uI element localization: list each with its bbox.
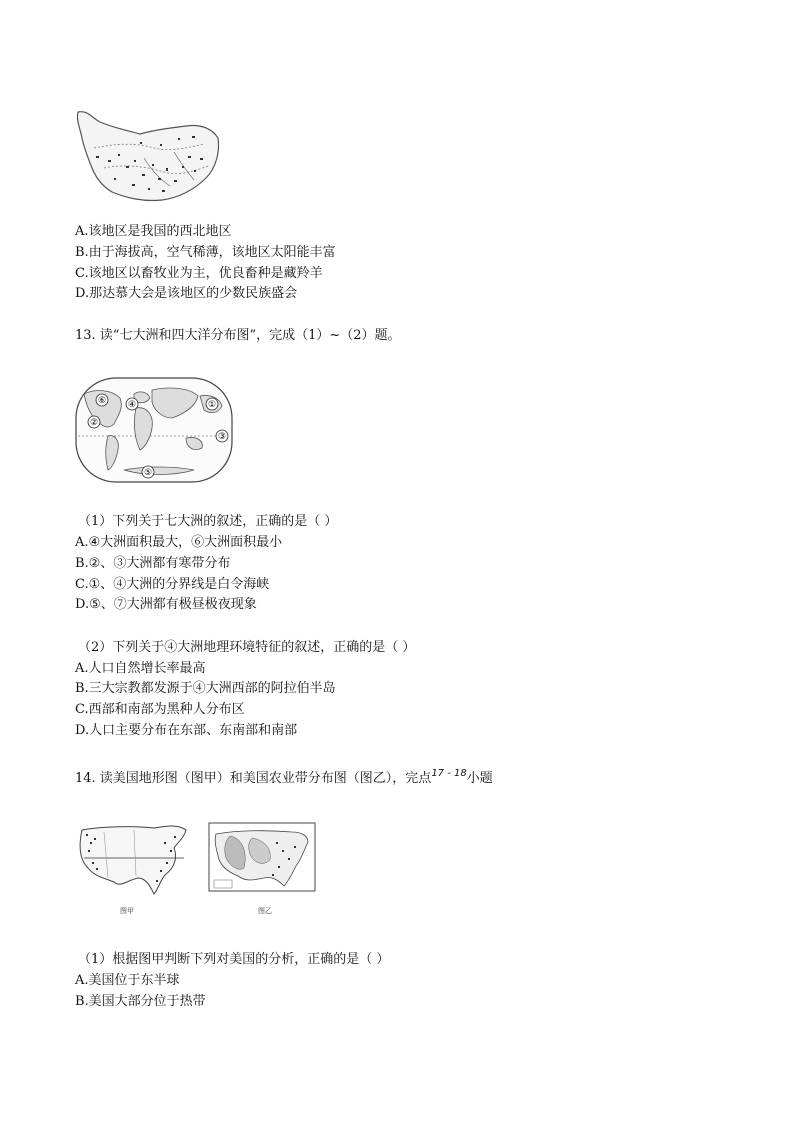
map-label-2: ② <box>89 418 99 428</box>
q13-stem: 13. 读“七大洲和四大洋分布图”，完成（1）~（2）题。 <box>75 328 401 343</box>
map-label-4: ④ <box>127 400 137 410</box>
q14-stem-superscript: 17 - 18 <box>431 768 467 779</box>
q14-stem-text: 14. 读美国地形图（图甲）和美国农业带分布图（图乙），完点 <box>75 771 432 786</box>
q12-option-d: D.那达慕大会是该地区的少数民族盛会 <box>75 286 298 301</box>
q13-part1-option-d: D.⑤、⑦大洲都有极昼极夜现象 <box>75 597 257 612</box>
map-label-6: ⑥ <box>97 396 107 406</box>
q12-option-b: B.由于海拔高，空气稀薄，该地区太阳能丰富 <box>75 245 336 260</box>
q14-stem-suffix: 小题 <box>466 771 493 786</box>
us-terrain-map <box>74 818 192 898</box>
world-continents-oceans-map <box>74 374 234 486</box>
q13-part2-option-b: B.三大宗教都发源于④大洲西部的阿拉伯半岛 <box>75 681 336 696</box>
us-agriculture-belt-map-figure <box>208 822 316 892</box>
q14-part1-option-b: B.美国大部分位于热带 <box>75 994 206 1009</box>
map-label-1: ① <box>207 400 217 410</box>
caption-figure-b: 图乙 <box>258 907 272 915</box>
q13-part2-stem: （2）下列关于④大洲地理环境特征的叙述，正确的是（ ） <box>78 640 416 655</box>
map-label-3: ③ <box>217 432 227 442</box>
q14-stem <box>75 766 493 787</box>
caption-figure-a: 图甲 <box>120 907 134 915</box>
qinghai-tibet-map-figure <box>74 108 222 208</box>
q14-part1-stem: （1）根据图甲判断下列对美国的分析，正确的是（ ） <box>78 952 390 967</box>
q13-part1-option-b: B.②、③大洲都有寒带分布 <box>75 556 231 571</box>
q12-option-c: C.该地区以畜牧业为主，优良畜种是藏羚羊 <box>75 266 323 281</box>
us-agriculture-belt-map <box>208 822 316 892</box>
world-continents-oceans-map-figure <box>74 374 234 486</box>
q12-option-a: A.该地区是我国的西北地区 <box>75 224 232 239</box>
q13-part2-option-d: D.人口主要分布在东部、东南部和南部 <box>75 723 298 738</box>
q13-part1-option-a: A.④大洲面积最大，⑥大洲面积最小 <box>75 535 283 550</box>
map-label-5: ⑤ <box>143 468 153 478</box>
q13-part1-option-c: C.①、④大洲的分界线是白令海峡 <box>75 577 270 592</box>
q13-part1-stem: （1）下列关于七大洲的叙述，正确的是（ ） <box>78 514 338 529</box>
us-terrain-map-figure <box>74 818 192 898</box>
q14-part1-option-a: A.美国位于东半球 <box>75 973 180 988</box>
q13-part2-option-a: A.人口自然增长率最高 <box>75 661 206 676</box>
q13-part2-option-c: C.西部和南部为黑种人分布区 <box>75 702 245 717</box>
qinghai-tibet-map <box>74 108 222 208</box>
